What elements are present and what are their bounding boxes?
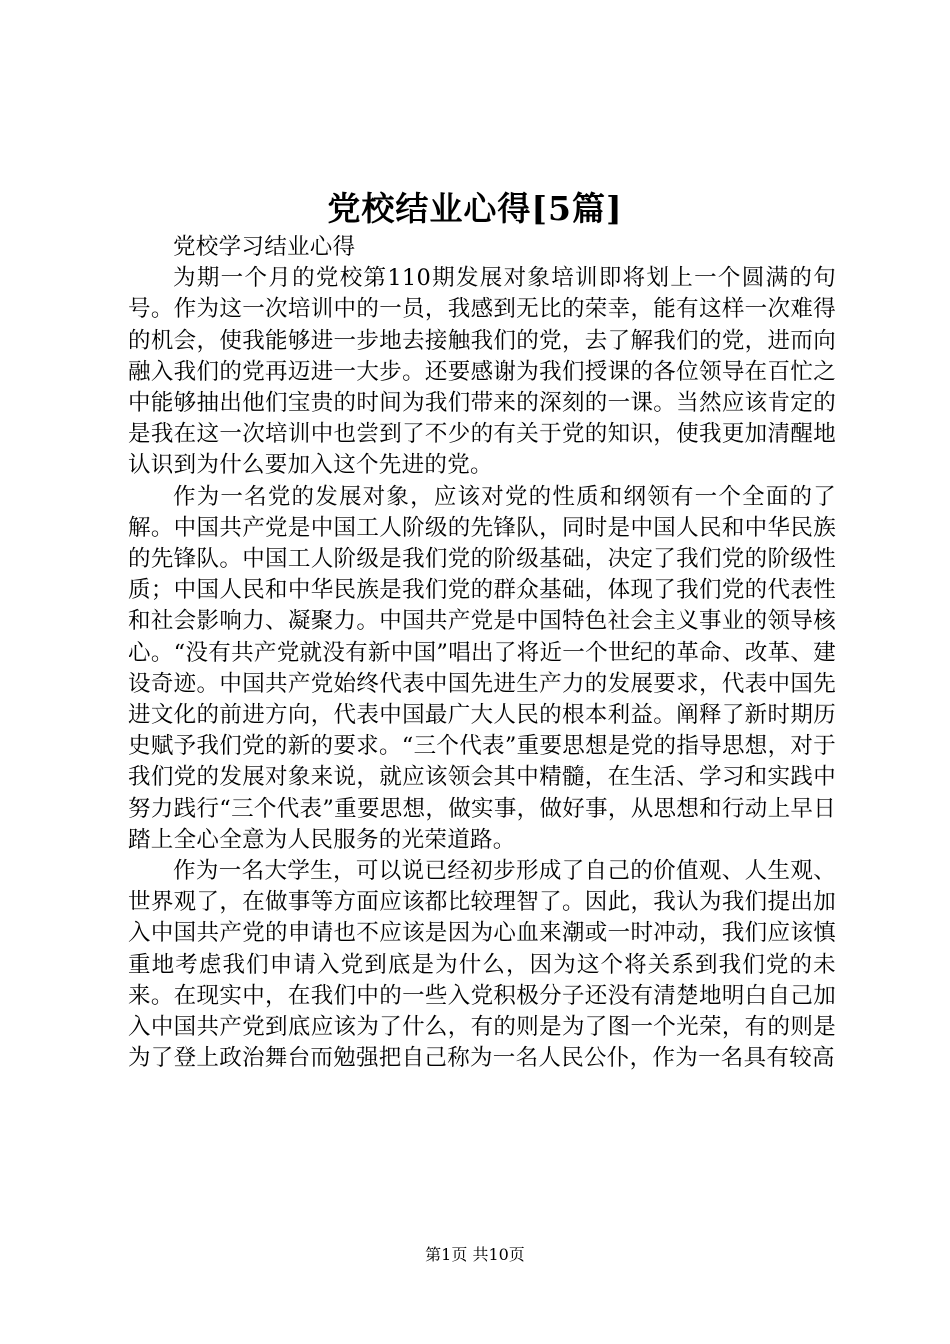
paragraph-1: 为期一个月的党校第110期发展对象培训即将划上一个圆满的句号。作为这一次培训中的一员，我感到无比的荣幸，能有这样一次难得的机会，使我能够进一步地去接触我们的党，去了解我们的党，进而向融入我们的党再迈进一大步。还要感谢为我们授课的各位领导在百忙之中能够抽出他们宝贵的时间为我们带来的深刻的一课。当然应该肯定的是我在这一次培训中也尝到了不少的有关于党的知识，使我更加清醒地认识到为什么要加入这个先进的党。 (128, 265, 836, 479)
section-subtitle: 党校学习结业心得 (173, 234, 356, 260)
paragraph-3: 作为一名大学生，可以说已经初步形成了自己的价值观、人生观、世界观了，在做事等方面应该都比较理智了。因此，我认为我们提出加入中国共产党的申请也不应该是因为心血来潮或一时冲动，我们应该慎重地考虑我们申请入党到底是为什么，因为这个将关系到我们党的未来。在现实中，在我们中的一些入党积极分子还没有清楚地明白自己加入中国共产党到底应该为了什么，有的则是为了图一个光荣，有的则是为了登上政治舞台而勉强把自己称为一名人民公仆，作为一名具有较高 (128, 858, 836, 1072)
page-footer: 第1页 共10页 (425, 1245, 525, 1264)
document-body (128, 232, 836, 1074)
document-title: 党校结业心得[5篇] (327, 189, 623, 228)
paragraph-2: 作为一名党的发展对象，应该对党的性质和纲领有一个全面的了解。中国共产党是中国工人阶级的先锋队，同时是中国人民和中华民族的先锋队。中国工人阶级是我们党的阶级基础，决定了我们党的阶级性质；中国人民和中华民族是我们党的群众基础，体现了我们党的代表性和社会影响力、凝聚力。中国共产党是中国特色社会主义事业的领导核心。“没有共产党就没有新中国”唱出了将近一个世纪的革命、改革、建设奇迹。中国共产党始终代表中国先进生产力的发展要求，代表中国先进文化的前进方向，代表中国最广大人民的根本利益。阐释了新时期历史赋予我们党的新的要求。“三个代表”重要思想是党的指导思想，对于我们党的发展对象来说，就应该领会其中精髓，在生活、学习和实践中努力践行“三个代表”重要思想，做实事，做好事，从思想和行动上早日踏上全心全意为人民服务的光荣道路。 (128, 483, 836, 853)
